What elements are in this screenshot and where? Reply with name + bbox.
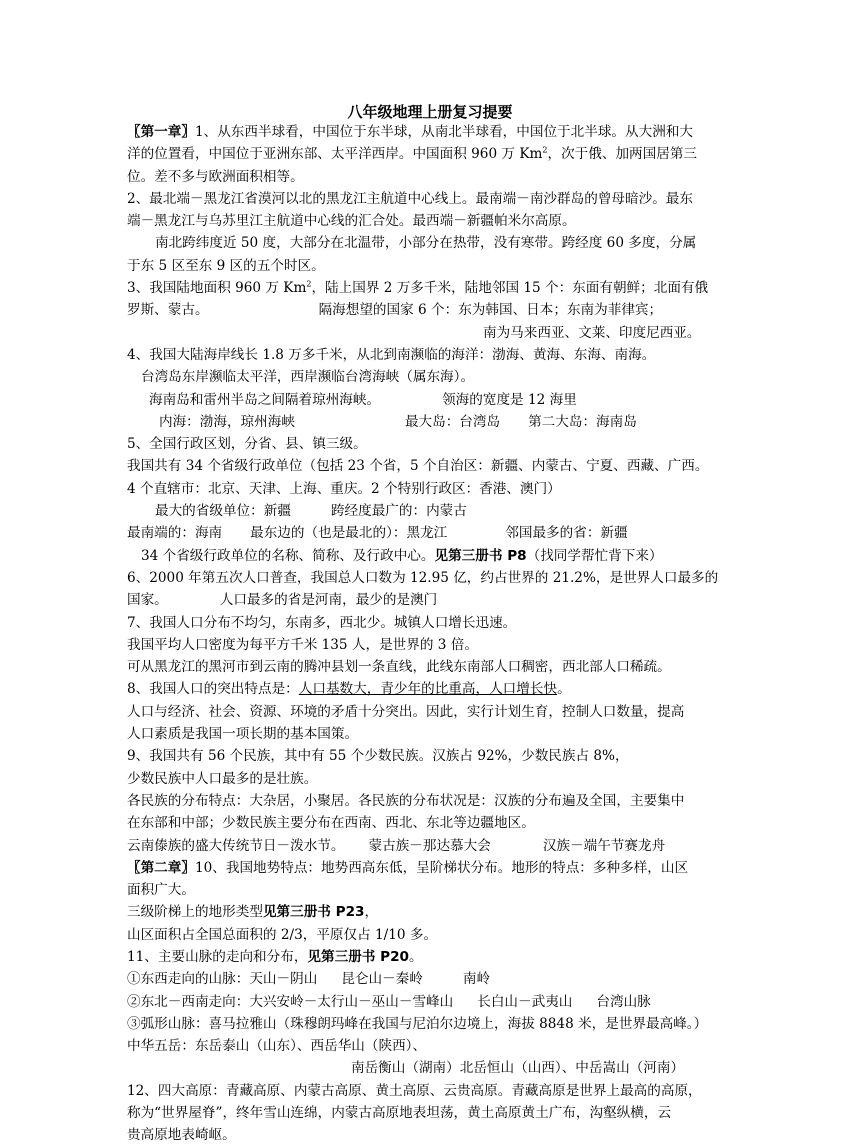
text-span: 最南端的：海南 <box>127 525 223 542</box>
text-span: （找同学帮忙背下来） <box>526 547 663 564</box>
underlined-text: 人口基数大，青少年的比重高，人口增长快 <box>298 681 558 698</box>
text-span: 3、我国陆地面积 960 万 Km <box>127 280 307 297</box>
text-span: ， <box>364 904 379 921</box>
text-span: 海南岛和雷州半岛之间隔着琼州海峡。 <box>149 391 381 408</box>
text-line <box>127 121 739 143</box>
text-span: ②东北－西南走向：大兴安岭－太行山－巫山－雪峰山 <box>127 993 454 1010</box>
text-line <box>127 411 739 433</box>
text-span: 最东边的（也是最北的）：黑龙江 <box>250 525 448 542</box>
text-line <box>127 545 739 567</box>
text-span: ①东西走向的山脉：天山－阴山 <box>127 971 318 988</box>
text-span: 最大的省级单位：新疆 <box>155 503 291 520</box>
text-line: 2、最北端－黑龙江省漠河以北的黑龙江主航道中心线上。最南端－南沙群岛的曾母暗沙。最东 <box>127 190 693 207</box>
text-line <box>127 968 739 990</box>
text-line <box>127 589 739 611</box>
text-span: 云南傣族的盛大传统节日－泼水节。 <box>127 837 345 854</box>
text-span: 跨经度最广的：内蒙古 <box>330 503 467 520</box>
text-line: 人口素质是我国一项长期的基本国策。 <box>127 726 359 743</box>
text-span: ，陆上国界 2 万多千米，陆地邻国 15 个：东面有朝鲜；北面有俄 <box>311 280 709 297</box>
text-span: 11、主要山脉的走向和分布， <box>127 948 308 965</box>
text-line: 南岳衡山（湖南）北岳恒山（山西）、中岳嵩山（河南） <box>351 1060 685 1077</box>
text-span: 汉族－端午节赛龙舟 <box>542 837 666 854</box>
text-span: 第二大岛：海南岛 <box>528 413 637 430</box>
text-line <box>127 277 739 299</box>
text-line: 少数民族中人口最多的是壮族。 <box>127 770 318 787</box>
text-line: 位。差不多与欧洲面积相等。 <box>127 168 304 185</box>
text-span: 。 <box>409 948 423 965</box>
text-line: 南北跨纬度近 50 度，大部分在北温带，小部分在热带，没有寒带。跨经度 60 多度，分属 <box>155 235 697 252</box>
text-line: 4 个直辖市：北京、天津、上海、重庆。2 个特别行政区：香港、澳门） <box>127 480 561 497</box>
text-line: 6、2000 年第五次人口普查，我国总人口数为 12.95 亿，约占世界的 21.2%，是世界人口最多的 <box>127 569 719 586</box>
text-line: 各民族的分布特点：大杂居，小聚居。各民族的分布状况是：汉族的分布遍及全国，主要集中 <box>127 792 685 809</box>
text-span: 罗斯、蒙古。 <box>127 302 209 319</box>
text-span: 洋的位置看，中国位于亚洲东部、太平洋西岸。中国面积 960 万 Km <box>127 146 543 163</box>
text-line: 称为“世界屋脊”，终年雪山连绵，内蒙古高原地表坦荡，黄土高原黄土广布，沟壑纵横，云 <box>127 1105 672 1122</box>
text-line: 面积广大。 <box>127 882 195 899</box>
document-body <box>127 121 739 1147</box>
text-line: 中华五岳：东岳泰山（山东）、西岳华山（陕西）、 <box>127 1038 427 1055</box>
text-line: 台湾岛东岸濒临太平洋，西岸濒临台湾海峡（属东海）。 <box>141 369 475 386</box>
book-reference: 见第三册书 P20 <box>307 948 410 965</box>
text-line: 山区面积占全国总面积的 2/3，平原仅占 1/10 多。 <box>127 926 438 943</box>
text-span: 邻国最多的省：新疆 <box>505 525 628 542</box>
superscript: 2 <box>542 145 548 155</box>
text-span: 蒙古族－那达慕大会 <box>368 837 491 854</box>
text-line: 可从黑龙江的黑河市到云南的腾冲县划一条直线，此线东南部人口稠密，西北部人口稀疏。 <box>127 659 671 676</box>
text-line <box>127 500 739 522</box>
text-line <box>127 522 739 544</box>
text-line <box>127 143 739 165</box>
text-line: ③弧形山脉：喜马拉雅山（珠穆朗玛峰在我国与尼泊尔边境上，海拔 8848 米，是世界最高峰。） <box>127 1015 708 1032</box>
text-span: 人口最多的省是河南，最少的是澳门 <box>219 592 438 609</box>
text-line <box>127 389 739 411</box>
text-span: 领海的宽度是 12 海里 <box>442 391 577 408</box>
text-span: 国家。 <box>127 592 168 609</box>
text-line <box>127 835 739 857</box>
text-line <box>127 299 739 321</box>
text-span: 隔海想望的国家 6 个：东为韩国、日本；东南为菲律宾； <box>318 302 663 319</box>
text-span: 8、我国人口的突出特点是： <box>127 681 299 698</box>
text-span: 10、我国地势特点：地势西高东低，呈阶梯状分布。地形的特点：多种多样，山区 <box>194 859 689 876</box>
text-span: 昆仑山－秦岭 <box>341 971 423 988</box>
document-title: 八年级地理上册复习提要 <box>347 103 513 121</box>
text-line: 5、全国行政区划，分省、县、镇三级。 <box>127 436 367 453</box>
chapter-heading: 〖第二章〗 <box>127 859 195 876</box>
text-line: 7、我国人口分布不均匀，东南多，西北少。城镇人口增长迅速。 <box>127 614 517 631</box>
chapter-heading: 〖第一章〗 <box>127 124 195 140</box>
text-span: 。 <box>557 681 571 698</box>
book-reference: 见第三册书 P8 <box>434 547 527 564</box>
text-line: 9、我国共有 56 个民族，其中有 55 个少数民族。汉族占 92%，少数民族占 8%， <box>127 748 629 765</box>
text-line: 12、四大高原：青藏高原、内蒙古高原、黄土高原、云贵高原。青藏高原是世界上最高的高原， <box>127 1082 702 1099</box>
text-line <box>127 946 739 968</box>
text-span: 长白山－武夷山 <box>477 993 573 1010</box>
text-line: 端－黑龙江与乌苏里江主航道中心线的汇合处。最西端－新疆帕米尔高原。 <box>127 213 576 230</box>
superscript: 2 <box>306 279 312 289</box>
text-line <box>127 901 739 923</box>
text-line: 在东部和中部；少数民族主要分布在西南、西北、东北等边疆地区。 <box>127 815 535 832</box>
text-span: ，次于俄、加两国居第三 <box>547 146 698 163</box>
text-span: 1、从东西半球看，中国位于东半球，从南北半球看，中国位于北半球。从大洲和大 <box>194 124 693 140</box>
text-span: 最大岛：台湾岛 <box>404 413 501 430</box>
text-line: 于东 5 区至东 9 区的五个时区。 <box>127 257 325 274</box>
text-line: 人口与经济、社会、资源、环境的矛盾十分突出。因此，实行计划生育，控制人口数量，提高 <box>127 703 685 720</box>
text-span: 台湾山脉 <box>596 993 651 1010</box>
text-line: 4、我国大陆海岸线长 1.8 万多千米，从北到南濒临的海洋：渤海、黄海、东海、南海。 <box>127 346 656 363</box>
text-line <box>127 857 739 879</box>
text-line: 南为马来西亚、文莱、印度尼西亚。 <box>483 324 701 341</box>
text-span: 南岭 <box>462 971 491 988</box>
text-line: 我国平均人口密度为每平方千米 135 人，是世界的 3 倍。 <box>127 636 478 653</box>
text-line <box>127 678 739 700</box>
text-line <box>127 991 739 1013</box>
text-line: 我国共有 34 个省级行政单位（包括 23 个省，5 个自治区：新疆、内蒙古、宁夏、西藏、广西。 <box>127 458 709 475</box>
text-line: 贵高原地表崎岖。 <box>127 1127 236 1144</box>
text-span: 34 个省级行政单位的名称、简称、及行政中心。 <box>141 547 435 564</box>
text-span: 内海：渤海，琼州海峡 <box>159 413 295 430</box>
text-span: 三级阶梯上的地形类型 <box>127 904 263 921</box>
book-reference: 见第三册书 P23 <box>262 904 365 921</box>
